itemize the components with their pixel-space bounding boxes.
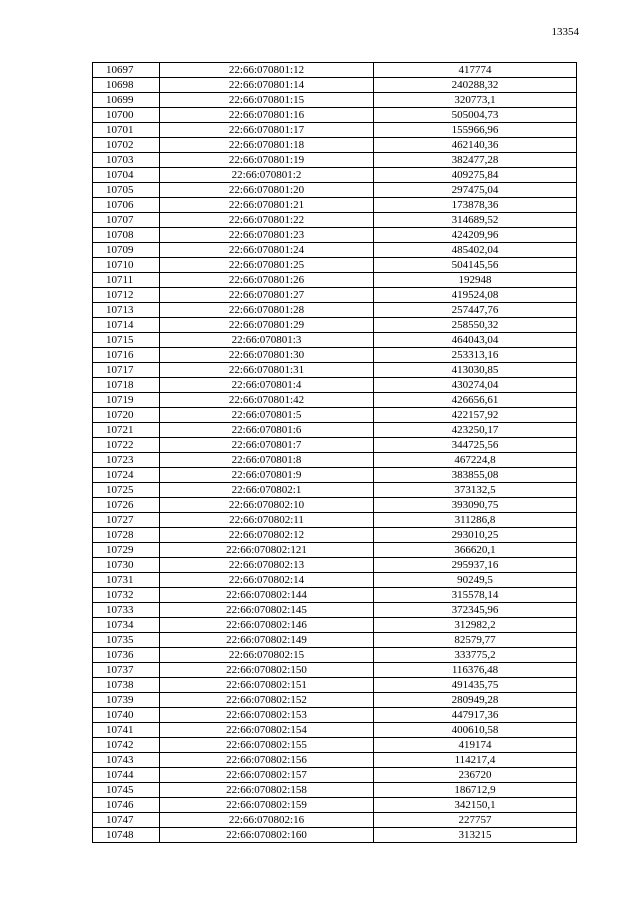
cadastral-value-cell: 320773,1 bbox=[374, 93, 577, 108]
row-number-cell: 10702 bbox=[93, 138, 160, 153]
cadastral-number-cell: 22:66:070801:15 bbox=[160, 93, 374, 108]
table-row bbox=[93, 243, 577, 258]
table-row bbox=[93, 183, 577, 198]
cadastral-value-cell: 312982,2 bbox=[374, 618, 577, 633]
cadastral-value-cell: 240288,32 bbox=[374, 78, 577, 93]
cadastral-number-cell: 22:66:070802:1 bbox=[160, 483, 374, 498]
cadastral-value-cell: 116376,48 bbox=[374, 663, 577, 678]
cadastral-number-cell: 22:66:070801:2 bbox=[160, 168, 374, 183]
cadastral-number-cell: 22:66:070801:22 bbox=[160, 213, 374, 228]
table-row bbox=[93, 228, 577, 243]
cadastral-value-cell: 314689,52 bbox=[374, 213, 577, 228]
table-row bbox=[93, 498, 577, 513]
cadastral-number-cell: 22:66:070801:12 bbox=[160, 63, 374, 78]
cadastral-value-cell: 467224,8 bbox=[374, 453, 577, 468]
cadastral-value-cell: 227757 bbox=[374, 813, 577, 828]
table-row bbox=[93, 408, 577, 423]
cadastral-number-cell: 22:66:070801:4 bbox=[160, 378, 374, 393]
table-row bbox=[93, 258, 577, 273]
table-row bbox=[93, 648, 577, 663]
table-row bbox=[93, 153, 577, 168]
table-row bbox=[93, 468, 577, 483]
cadastral-number-cell: 22:66:070801:30 bbox=[160, 348, 374, 363]
cadastral-value-cell: 192948 bbox=[374, 273, 577, 288]
table-row bbox=[93, 513, 577, 528]
table-row bbox=[93, 438, 577, 453]
row-number-cell: 10737 bbox=[93, 663, 160, 678]
row-number-cell: 10723 bbox=[93, 453, 160, 468]
table-row bbox=[93, 693, 577, 708]
row-number-cell: 10742 bbox=[93, 738, 160, 753]
row-number-cell: 10724 bbox=[93, 468, 160, 483]
row-number-cell: 10716 bbox=[93, 348, 160, 363]
row-number-cell: 10698 bbox=[93, 78, 160, 93]
row-number-cell: 10720 bbox=[93, 408, 160, 423]
cadastral-value-cell: 366620,1 bbox=[374, 543, 577, 558]
table-row bbox=[93, 108, 577, 123]
row-number-cell: 10732 bbox=[93, 588, 160, 603]
cadastral-value-cell: 419174 bbox=[374, 738, 577, 753]
row-number-cell: 10714 bbox=[93, 318, 160, 333]
table-row bbox=[93, 288, 577, 303]
cadastral-number-cell: 22:66:070801:26 bbox=[160, 273, 374, 288]
table-row bbox=[93, 348, 577, 363]
table-row bbox=[93, 123, 577, 138]
cadastral-number-cell: 22:66:070802:14 bbox=[160, 573, 374, 588]
cadastral-value-cell: 426656,61 bbox=[374, 393, 577, 408]
cadastral-value-cell: 313215 bbox=[374, 828, 577, 843]
cadastral-number-cell: 22:66:070801:24 bbox=[160, 243, 374, 258]
cadastral-number-cell: 22:66:070802:12 bbox=[160, 528, 374, 543]
cadastral-number-cell: 22:66:070801:42 bbox=[160, 393, 374, 408]
table-row bbox=[93, 603, 577, 618]
table-row bbox=[93, 618, 577, 633]
row-number-cell: 10740 bbox=[93, 708, 160, 723]
table-row bbox=[93, 393, 577, 408]
row-number-cell: 10704 bbox=[93, 168, 160, 183]
cadastral-value-cell: 504145,56 bbox=[374, 258, 577, 273]
cadastral-value-cell: 311286,8 bbox=[374, 513, 577, 528]
cadastral-value-cell: 258550,32 bbox=[374, 318, 577, 333]
cadastral-number-cell: 22:66:070801:14 bbox=[160, 78, 374, 93]
table-row bbox=[93, 663, 577, 678]
cadastral-number-cell: 22:66:070801:21 bbox=[160, 198, 374, 213]
cadastral-number-cell: 22:66:070802:155 bbox=[160, 738, 374, 753]
cadastral-number-cell: 22:66:070802:15 bbox=[160, 648, 374, 663]
cadastral-number-cell: 22:66:070802:16 bbox=[160, 813, 374, 828]
cadastral-value-cell: 236720 bbox=[374, 768, 577, 783]
table-row bbox=[93, 378, 577, 393]
table-row bbox=[93, 738, 577, 753]
cadastral-number-cell: 22:66:070801:6 bbox=[160, 423, 374, 438]
cadastral-number-cell: 22:66:070802:154 bbox=[160, 723, 374, 738]
table-row bbox=[93, 198, 577, 213]
cadastral-value-cell: 257447,76 bbox=[374, 303, 577, 318]
cadastral-number-cell: 22:66:070801:18 bbox=[160, 138, 374, 153]
cadastral-value-cell: 419524,08 bbox=[374, 288, 577, 303]
cadastral-number-cell: 22:66:070802:144 bbox=[160, 588, 374, 603]
table-row bbox=[93, 813, 577, 828]
cadastral-number-cell: 22:66:070802:11 bbox=[160, 513, 374, 528]
table-row bbox=[93, 93, 577, 108]
table-row bbox=[93, 708, 577, 723]
cadastral-value-cell: 280949,28 bbox=[374, 693, 577, 708]
table-row bbox=[93, 138, 577, 153]
row-number-cell: 10715 bbox=[93, 333, 160, 348]
cadastral-value-cell: 400610,58 bbox=[374, 723, 577, 738]
table-row bbox=[93, 543, 577, 558]
row-number-cell: 10708 bbox=[93, 228, 160, 243]
table-row bbox=[93, 723, 577, 738]
cadastral-value-cell: 114217,4 bbox=[374, 753, 577, 768]
row-number-cell: 10712 bbox=[93, 288, 160, 303]
table-row bbox=[93, 363, 577, 378]
cadastral-value-cell: 424209,96 bbox=[374, 228, 577, 243]
cadastral-number-cell: 22:66:070802:157 bbox=[160, 768, 374, 783]
cadastral-value-cell: 423250,17 bbox=[374, 423, 577, 438]
cadastral-number-cell: 22:66:070802:152 bbox=[160, 693, 374, 708]
cadastral-value-cell: 295937,16 bbox=[374, 558, 577, 573]
table-row bbox=[93, 768, 577, 783]
row-number-cell: 10713 bbox=[93, 303, 160, 318]
row-number-cell: 10747 bbox=[93, 813, 160, 828]
cadastral-value-cell: 413030,85 bbox=[374, 363, 577, 378]
cadastral-value-cell: 382477,28 bbox=[374, 153, 577, 168]
cadastral-value-cell: 173878,36 bbox=[374, 198, 577, 213]
row-number-cell: 10717 bbox=[93, 363, 160, 378]
table-row bbox=[93, 678, 577, 693]
cadastral-value-cell: 315578,14 bbox=[374, 588, 577, 603]
cadastral-value-cell: 342150,1 bbox=[374, 798, 577, 813]
cadastral-value-cell: 297475,04 bbox=[374, 183, 577, 198]
row-number-cell: 10733 bbox=[93, 603, 160, 618]
row-number-cell: 10736 bbox=[93, 648, 160, 663]
row-number-cell: 10734 bbox=[93, 618, 160, 633]
cadastral-value-cell: 186712,9 bbox=[374, 783, 577, 798]
table-row bbox=[93, 828, 577, 843]
cadastral-number-cell: 22:66:070801:20 bbox=[160, 183, 374, 198]
table-row bbox=[93, 573, 577, 588]
cadastral-number-cell: 22:66:070801:16 bbox=[160, 108, 374, 123]
cadastral-number-cell: 22:66:070801:19 bbox=[160, 153, 374, 168]
table-row bbox=[93, 273, 577, 288]
cadastral-value-cell: 82579,77 bbox=[374, 633, 577, 648]
cadastral-number-cell: 22:66:070801:17 bbox=[160, 123, 374, 138]
cadastral-number-cell: 22:66:070802:160 bbox=[160, 828, 374, 843]
cadastral-value-cell: 485402,04 bbox=[374, 243, 577, 258]
cadastral-number-cell: 22:66:070802:151 bbox=[160, 678, 374, 693]
row-number-cell: 10746 bbox=[93, 798, 160, 813]
table-row bbox=[93, 333, 577, 348]
row-number-cell: 10729 bbox=[93, 543, 160, 558]
row-number-cell: 10744 bbox=[93, 768, 160, 783]
cadastral-number-cell: 22:66:070802:150 bbox=[160, 663, 374, 678]
cadastral-value-cell: 293010,25 bbox=[374, 528, 577, 543]
table-row bbox=[93, 303, 577, 318]
cadastral-number-cell: 22:66:070802:121 bbox=[160, 543, 374, 558]
row-number-cell: 10722 bbox=[93, 438, 160, 453]
row-number-cell: 10710 bbox=[93, 258, 160, 273]
row-number-cell: 10745 bbox=[93, 783, 160, 798]
cadastral-value-cell: 464043,04 bbox=[374, 333, 577, 348]
cadastral-number-cell: 22:66:070801:23 bbox=[160, 228, 374, 243]
cadastral-number-cell: 22:66:070801:5 bbox=[160, 408, 374, 423]
table-row bbox=[93, 63, 577, 78]
cadastral-number-cell: 22:66:070802:146 bbox=[160, 618, 374, 633]
row-number-cell: 10711 bbox=[93, 273, 160, 288]
cadastral-value-cell: 491435,75 bbox=[374, 678, 577, 693]
row-number-cell: 10718 bbox=[93, 378, 160, 393]
row-number-cell: 10726 bbox=[93, 498, 160, 513]
row-number-cell: 10721 bbox=[93, 423, 160, 438]
cadastral-value-cell: 372345,96 bbox=[374, 603, 577, 618]
row-number-cell: 10719 bbox=[93, 393, 160, 408]
cadastral-value-table bbox=[92, 62, 577, 843]
table-row bbox=[93, 213, 577, 228]
cadastral-value-cell: 373132,5 bbox=[374, 483, 577, 498]
cadastral-value-cell: 155966,96 bbox=[374, 123, 577, 138]
table-row bbox=[93, 633, 577, 648]
table-row bbox=[93, 423, 577, 438]
table-row bbox=[93, 558, 577, 573]
cadastral-number-cell: 22:66:070802:158 bbox=[160, 783, 374, 798]
row-number-cell: 10706 bbox=[93, 198, 160, 213]
cadastral-value-cell: 253313,16 bbox=[374, 348, 577, 363]
cadastral-number-cell: 22:66:070802:149 bbox=[160, 633, 374, 648]
cadastral-value-cell: 333775,2 bbox=[374, 648, 577, 663]
row-number-cell: 10700 bbox=[93, 108, 160, 123]
row-number-cell: 10727 bbox=[93, 513, 160, 528]
cadastral-value-cell: 505004,73 bbox=[374, 108, 577, 123]
table-row bbox=[93, 168, 577, 183]
cadastral-number-cell: 22:66:070802:159 bbox=[160, 798, 374, 813]
cadastral-number-cell: 22:66:070801:27 bbox=[160, 288, 374, 303]
table-body bbox=[93, 63, 577, 843]
page-number: 13354 bbox=[551, 26, 579, 38]
cadastral-value-cell: 383855,08 bbox=[374, 468, 577, 483]
cadastral-value-cell: 344725,56 bbox=[374, 438, 577, 453]
cadastral-number-cell: 22:66:070802:10 bbox=[160, 498, 374, 513]
row-number-cell: 10730 bbox=[93, 558, 160, 573]
row-number-cell: 10735 bbox=[93, 633, 160, 648]
row-number-cell: 10748 bbox=[93, 828, 160, 843]
cadastral-value-cell: 422157,92 bbox=[374, 408, 577, 423]
table-row bbox=[93, 453, 577, 468]
cadastral-value-cell: 393090,75 bbox=[374, 498, 577, 513]
row-number-cell: 10739 bbox=[93, 693, 160, 708]
cadastral-value-cell: 447917,36 bbox=[374, 708, 577, 723]
cadastral-number-cell: 22:66:070801:3 bbox=[160, 333, 374, 348]
table-row bbox=[93, 528, 577, 543]
row-number-cell: 10709 bbox=[93, 243, 160, 258]
cadastral-number-cell: 22:66:070801:28 bbox=[160, 303, 374, 318]
cadastral-number-cell: 22:66:070802:13 bbox=[160, 558, 374, 573]
cadastral-number-cell: 22:66:070802:145 bbox=[160, 603, 374, 618]
row-number-cell: 10731 bbox=[93, 573, 160, 588]
row-number-cell: 10738 bbox=[93, 678, 160, 693]
row-number-cell: 10741 bbox=[93, 723, 160, 738]
table-row bbox=[93, 318, 577, 333]
cadastral-number-cell: 22:66:070801:29 bbox=[160, 318, 374, 333]
table-row bbox=[93, 588, 577, 603]
cadastral-number-cell: 22:66:070801:7 bbox=[160, 438, 374, 453]
cadastral-value-cell: 430274,04 bbox=[374, 378, 577, 393]
cadastral-number-cell: 22:66:070802:156 bbox=[160, 753, 374, 768]
row-number-cell: 10707 bbox=[93, 213, 160, 228]
cadastral-value-cell: 462140,36 bbox=[374, 138, 577, 153]
row-number-cell: 10699 bbox=[93, 93, 160, 108]
table-row bbox=[93, 753, 577, 768]
row-number-cell: 10705 bbox=[93, 183, 160, 198]
table-row bbox=[93, 798, 577, 813]
cadastral-number-cell: 22:66:070802:153 bbox=[160, 708, 374, 723]
row-number-cell: 10743 bbox=[93, 753, 160, 768]
cadastral-value-cell: 90249,5 bbox=[374, 573, 577, 588]
row-number-cell: 10701 bbox=[93, 123, 160, 138]
cadastral-value-cell: 409275,84 bbox=[374, 168, 577, 183]
row-number-cell: 10725 bbox=[93, 483, 160, 498]
cadastral-number-cell: 22:66:070801:9 bbox=[160, 468, 374, 483]
cadastral-number-cell: 22:66:070801:25 bbox=[160, 258, 374, 273]
row-number-cell: 10728 bbox=[93, 528, 160, 543]
cadastral-value-cell: 417774 bbox=[374, 63, 577, 78]
table-row bbox=[93, 783, 577, 798]
table-row bbox=[93, 483, 577, 498]
table-row bbox=[93, 78, 577, 93]
row-number-cell: 10703 bbox=[93, 153, 160, 168]
cadastral-number-cell: 22:66:070801:31 bbox=[160, 363, 374, 378]
cadastral-number-cell: 22:66:070801:8 bbox=[160, 453, 374, 468]
row-number-cell: 10697 bbox=[93, 63, 160, 78]
